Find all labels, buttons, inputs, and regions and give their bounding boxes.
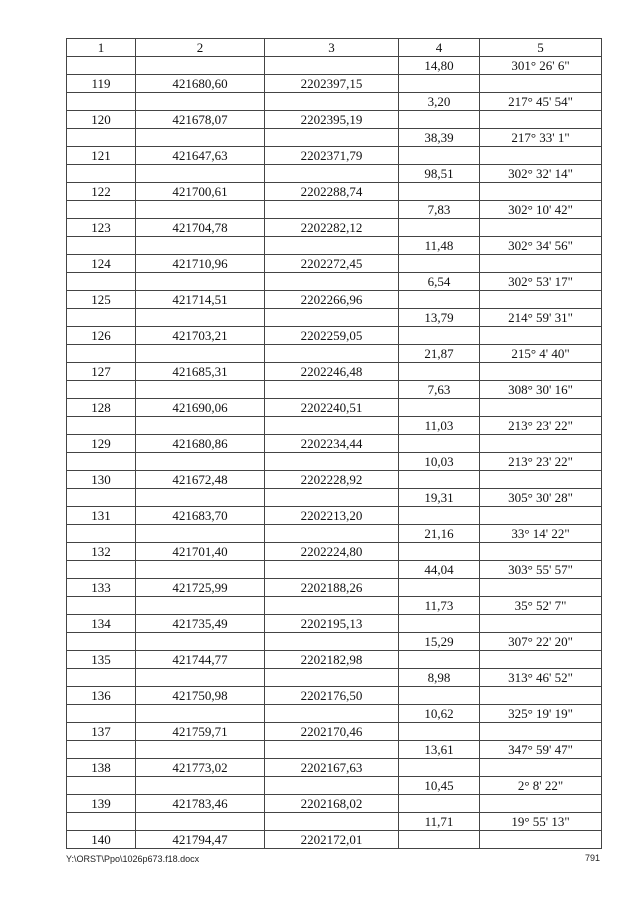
measurement-row [67,813,602,831]
x-coordinate: 421703,21 [136,327,265,345]
y-coordinate: 2202240,51 [265,399,399,417]
bearing-cell: 308° 30' 16" [480,381,602,399]
header-col-2: 2 [136,39,265,57]
distance-cell: 13,61 [399,741,480,759]
point-row [67,759,602,777]
header-col-4: 4 [399,39,480,57]
bearing-cell: 35° 52' 7" [480,597,602,615]
point-row [67,111,602,129]
distance-cell: 7,83 [399,201,480,219]
point-number: 127 [67,363,136,381]
point-number: 125 [67,291,136,309]
distance-cell [399,255,480,273]
point-number [67,309,136,327]
point-number [67,561,136,579]
bearing-cell: 2° 8' 22" [480,777,602,795]
bearing-cell [480,795,602,813]
x-coordinate [136,813,265,831]
bearing-cell [480,435,602,453]
x-coordinate [136,237,265,255]
point-number [67,525,136,543]
distance-cell [399,651,480,669]
y-coordinate: 2202224,80 [265,543,399,561]
bearing-cell: 215° 4' 40" [480,345,602,363]
distance-cell [399,759,480,777]
x-coordinate: 421680,86 [136,435,265,453]
distance-cell [399,183,480,201]
y-coordinate: 2202246,48 [265,363,399,381]
point-row [67,579,602,597]
y-coordinate: 2202288,74 [265,183,399,201]
x-coordinate: 421701,40 [136,543,265,561]
y-coordinate [265,201,399,219]
distance-cell: 98,51 [399,165,480,183]
point-number: 130 [67,471,136,489]
bearing-cell [480,651,602,669]
point-number [67,345,136,363]
x-coordinate: 421683,70 [136,507,265,525]
point-row [67,183,602,201]
bearing-cell: 303° 55' 57" [480,561,602,579]
x-coordinate: 421700,61 [136,183,265,201]
x-coordinate: 421672,48 [136,471,265,489]
bearing-cell: 313° 46' 52" [480,669,602,687]
point-number [67,129,136,147]
measurement-row [67,417,602,435]
point-number [67,777,136,795]
measurement-row [67,597,602,615]
distance-cell: 7,63 [399,381,480,399]
y-coordinate: 2202170,46 [265,723,399,741]
distance-cell [399,723,480,741]
point-row [67,363,602,381]
x-coordinate [136,381,265,399]
x-coordinate [136,561,265,579]
distance-cell: 10,62 [399,705,480,723]
point-number: 135 [67,651,136,669]
y-coordinate: 2202272,45 [265,255,399,273]
distance-cell: 15,29 [399,633,480,651]
point-number [67,813,136,831]
measurement-row [67,777,602,795]
y-coordinate [265,417,399,435]
table-body [67,57,602,849]
y-coordinate [265,453,399,471]
point-number [67,57,136,75]
bearing-cell [480,327,602,345]
x-coordinate [136,525,265,543]
y-coordinate: 2202182,98 [265,651,399,669]
point-row [67,327,602,345]
y-coordinate [265,525,399,543]
measurement-row [67,273,602,291]
point-number [67,705,136,723]
bearing-cell: 302° 10' 42" [480,201,602,219]
bearing-cell: 301° 26' 6" [480,57,602,75]
measurement-row [67,741,602,759]
x-coordinate [136,453,265,471]
distance-cell: 8,98 [399,669,480,687]
point-row [67,507,602,525]
bearing-cell: 325° 19' 19" [480,705,602,723]
point-number: 133 [67,579,136,597]
bearing-cell [480,183,602,201]
y-coordinate: 2202234,44 [265,435,399,453]
y-coordinate: 2202397,15 [265,75,399,93]
point-number: 122 [67,183,136,201]
point-number: 124 [67,255,136,273]
x-coordinate: 421794,47 [136,831,265,849]
bearing-cell [480,363,602,381]
bearing-cell [480,219,602,237]
x-coordinate: 421744,77 [136,651,265,669]
y-coordinate [265,273,399,291]
y-coordinate: 2202228,92 [265,471,399,489]
coordinates-table [66,38,602,849]
distance-cell [399,363,480,381]
measurement-row [67,561,602,579]
y-coordinate [265,165,399,183]
distance-cell [399,687,480,705]
header-row [67,39,602,57]
bearing-cell [480,723,602,741]
header-col-3: 3 [265,39,399,57]
footer-file-path: Y:\ORST\Ppo\1026p673.f18.docx [66,854,200,864]
bearing-cell: 213° 23' 22" [480,417,602,435]
table-header [67,39,602,57]
bearing-cell: 217° 33' 1" [480,129,602,147]
point-number [67,669,136,687]
x-coordinate [136,705,265,723]
point-number [67,453,136,471]
bearing-cell [480,399,602,417]
point-number: 140 [67,831,136,849]
distance-cell [399,579,480,597]
distance-cell: 19,31 [399,489,480,507]
distance-cell: 44,04 [399,561,480,579]
y-coordinate: 2202213,20 [265,507,399,525]
point-number [67,165,136,183]
point-number [67,381,136,399]
x-coordinate [136,345,265,363]
x-coordinate: 421759,71 [136,723,265,741]
x-coordinate [136,309,265,327]
distance-cell [399,543,480,561]
bearing-cell [480,759,602,777]
y-coordinate [265,129,399,147]
distance-cell: 21,87 [399,345,480,363]
distance-cell: 21,16 [399,525,480,543]
point-row [67,543,602,561]
point-number [67,93,136,111]
point-number [67,273,136,291]
x-coordinate: 421647,63 [136,147,265,165]
distance-cell [399,291,480,309]
measurement-row [67,129,602,147]
x-coordinate [136,597,265,615]
point-row [67,831,602,849]
x-coordinate: 421783,46 [136,795,265,813]
y-coordinate [265,57,399,75]
x-coordinate [136,93,265,111]
point-number [67,417,136,435]
measurement-row [67,381,602,399]
x-coordinate: 421725,99 [136,579,265,597]
point-row [67,471,602,489]
y-coordinate [265,669,399,687]
bearing-cell: 213° 23' 22" [480,453,602,471]
distance-cell [399,75,480,93]
point-row [67,291,602,309]
y-coordinate: 2202168,02 [265,795,399,813]
bearing-cell [480,831,602,849]
measurement-row [67,165,602,183]
y-coordinate [265,489,399,507]
point-number [67,201,136,219]
point-number: 119 [67,75,136,93]
x-coordinate: 421710,96 [136,255,265,273]
x-coordinate [136,273,265,291]
bearing-cell: 214° 59' 31" [480,309,602,327]
distance-cell: 11,73 [399,597,480,615]
measurement-row [67,705,602,723]
distance-cell: 10,03 [399,453,480,471]
y-coordinate [265,309,399,327]
header-col-1: 1 [67,39,136,57]
bearing-cell: 302° 32' 14" [480,165,602,183]
y-coordinate [265,93,399,111]
bearing-cell: 307° 22' 20" [480,633,602,651]
y-coordinate: 2202172,01 [265,831,399,849]
x-coordinate: 421773,02 [136,759,265,777]
bearing-cell [480,111,602,129]
distance-cell [399,147,480,165]
distance-cell: 6,54 [399,273,480,291]
measurement-row [67,309,602,327]
bearing-cell [480,687,602,705]
point-number: 126 [67,327,136,345]
bearing-cell [480,615,602,633]
measurement-row [67,669,602,687]
point-number: 139 [67,795,136,813]
measurement-row [67,453,602,471]
point-number: 134 [67,615,136,633]
point-row [67,147,602,165]
point-number [67,741,136,759]
bearing-cell: 305° 30' 28" [480,489,602,507]
x-coordinate: 421750,98 [136,687,265,705]
x-coordinate [136,489,265,507]
distance-cell [399,219,480,237]
point-row [67,687,602,705]
y-coordinate [265,633,399,651]
point-number [67,489,136,507]
x-coordinate: 421704,78 [136,219,265,237]
y-coordinate [265,345,399,363]
bearing-cell [480,147,602,165]
point-number [67,597,136,615]
bearing-cell [480,75,602,93]
distance-cell: 3,20 [399,93,480,111]
bearing-cell: 302° 34' 56" [480,237,602,255]
distance-cell [399,507,480,525]
y-coordinate: 2202167,63 [265,759,399,777]
x-coordinate [136,57,265,75]
point-row [67,255,602,273]
point-number: 136 [67,687,136,705]
y-coordinate [265,777,399,795]
x-coordinate: 421685,31 [136,363,265,381]
y-coordinate [265,597,399,615]
distance-cell [399,795,480,813]
point-number: 132 [67,543,136,561]
distance-cell: 11,03 [399,417,480,435]
bearing-cell [480,291,602,309]
bearing-cell: 33° 14' 22" [480,525,602,543]
header-col-5: 5 [480,39,602,57]
y-coordinate: 2202188,26 [265,579,399,597]
distance-cell [399,471,480,489]
y-coordinate [265,237,399,255]
point-row [67,723,602,741]
distance-cell [399,435,480,453]
y-coordinate: 2202371,79 [265,147,399,165]
y-coordinate [265,561,399,579]
x-coordinate [136,633,265,651]
point-number: 138 [67,759,136,777]
point-number: 131 [67,507,136,525]
bearing-cell [480,255,602,273]
point-row [67,651,602,669]
y-coordinate: 2202195,13 [265,615,399,633]
x-coordinate: 421735,49 [136,615,265,633]
y-coordinate [265,813,399,831]
distance-cell: 10,45 [399,777,480,795]
measurement-row [67,201,602,219]
point-number [67,237,136,255]
measurement-row [67,525,602,543]
distance-cell [399,399,480,417]
distance-cell [399,111,480,129]
distance-cell: 11,71 [399,813,480,831]
point-number: 123 [67,219,136,237]
bearing-cell: 347° 59' 47" [480,741,602,759]
point-row [67,399,602,417]
distance-cell [399,615,480,633]
measurement-row [67,489,602,507]
x-coordinate: 421678,07 [136,111,265,129]
point-row [67,219,602,237]
bearing-cell [480,471,602,489]
bearing-cell [480,579,602,597]
x-coordinate: 421680,60 [136,75,265,93]
distance-cell [399,831,480,849]
x-coordinate [136,129,265,147]
point-row [67,75,602,93]
y-coordinate: 2202176,50 [265,687,399,705]
point-number: 120 [67,111,136,129]
measurement-row [67,633,602,651]
y-coordinate [265,705,399,723]
distance-cell: 13,79 [399,309,480,327]
point-row [67,435,602,453]
bearing-cell: 217° 45' 54" [480,93,602,111]
distance-cell: 38,39 [399,129,480,147]
footer-page-number: 791 [584,853,600,863]
x-coordinate: 421714,51 [136,291,265,309]
point-row [67,615,602,633]
x-coordinate [136,741,265,759]
bearing-cell [480,507,602,525]
bearing-cell: 19° 55' 13" [480,813,602,831]
distance-cell: 14,80 [399,57,480,75]
point-number [67,633,136,651]
measurement-row [67,345,602,363]
measurement-row [67,237,602,255]
y-coordinate [265,741,399,759]
bearing-cell: 302° 53' 17" [480,273,602,291]
measurement-row [67,57,602,75]
bearing-cell [480,543,602,561]
distance-cell: 11,48 [399,237,480,255]
y-coordinate: 2202259,05 [265,327,399,345]
point-number: 137 [67,723,136,741]
x-coordinate [136,777,265,795]
y-coordinate: 2202282,12 [265,219,399,237]
distance-cell [399,327,480,345]
x-coordinate: 421690,06 [136,399,265,417]
x-coordinate [136,165,265,183]
measurement-row [67,93,602,111]
x-coordinate [136,417,265,435]
point-number: 128 [67,399,136,417]
x-coordinate [136,669,265,687]
y-coordinate [265,381,399,399]
point-row [67,795,602,813]
point-number: 121 [67,147,136,165]
point-number: 129 [67,435,136,453]
x-coordinate [136,201,265,219]
y-coordinate: 2202395,19 [265,111,399,129]
y-coordinate: 2202266,96 [265,291,399,309]
